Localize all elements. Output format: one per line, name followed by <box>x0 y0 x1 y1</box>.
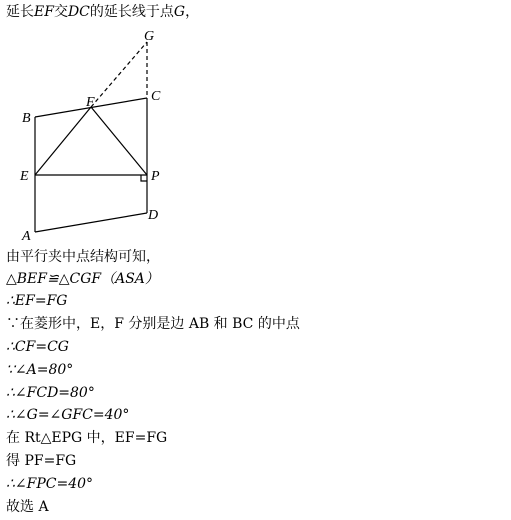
segment-fp <box>91 107 147 175</box>
segment-fg-dashed <box>91 42 147 107</box>
solution-line-8: ∴∠G=∠GFC=40° <box>6 407 130 423</box>
intro-text-mid: 交 <box>53 4 68 20</box>
solution-line-3: ∴EF=FG <box>6 293 68 309</box>
right-angle-mark <box>141 175 147 181</box>
solution-line-10: 得 PF=FG <box>6 453 77 469</box>
intro-text-suffix: 的延长线于点 <box>89 4 174 20</box>
solution-line-11: ∴∠FPC=40° <box>6 476 94 492</box>
intro-var-dc: DC <box>67 4 90 20</box>
solution-line-5: ∴CF=CG <box>6 339 69 355</box>
solution-line-4: ∵在菱形中，E，F 分别是边 AB 和 BC 的中点 <box>6 316 300 332</box>
intro-var-g: G <box>173 4 186 20</box>
solution-line-1: 由平行夹中点结构可知， <box>6 249 160 265</box>
segment-ef <box>35 107 91 175</box>
label-c: C <box>151 89 161 104</box>
segment-ad <box>35 213 147 232</box>
label-e: E <box>20 169 29 184</box>
label-g: G <box>144 29 155 44</box>
solution-line-7: ∴∠FCD=80° <box>6 385 95 401</box>
geometry-figure <box>0 0 511 250</box>
label-f: F <box>86 95 95 110</box>
solution-line-9: 在 Rt△EPG 中，EF=FG <box>6 430 168 446</box>
label-b: B <box>22 111 31 126</box>
intro-var-ef: EF <box>34 4 54 20</box>
label-a: A <box>22 229 31 244</box>
label-d: D <box>148 208 159 223</box>
solution-line-6: ∵∠A=80° <box>6 362 74 378</box>
intro-text-prefix: 延长 <box>6 4 34 20</box>
label-p: P <box>151 169 160 184</box>
intro-text-end: ， <box>185 4 200 20</box>
solution-line-2: △BEF≌△CGF（ASA） <box>6 271 159 287</box>
solution-line-12: 故选 A <box>6 499 49 515</box>
